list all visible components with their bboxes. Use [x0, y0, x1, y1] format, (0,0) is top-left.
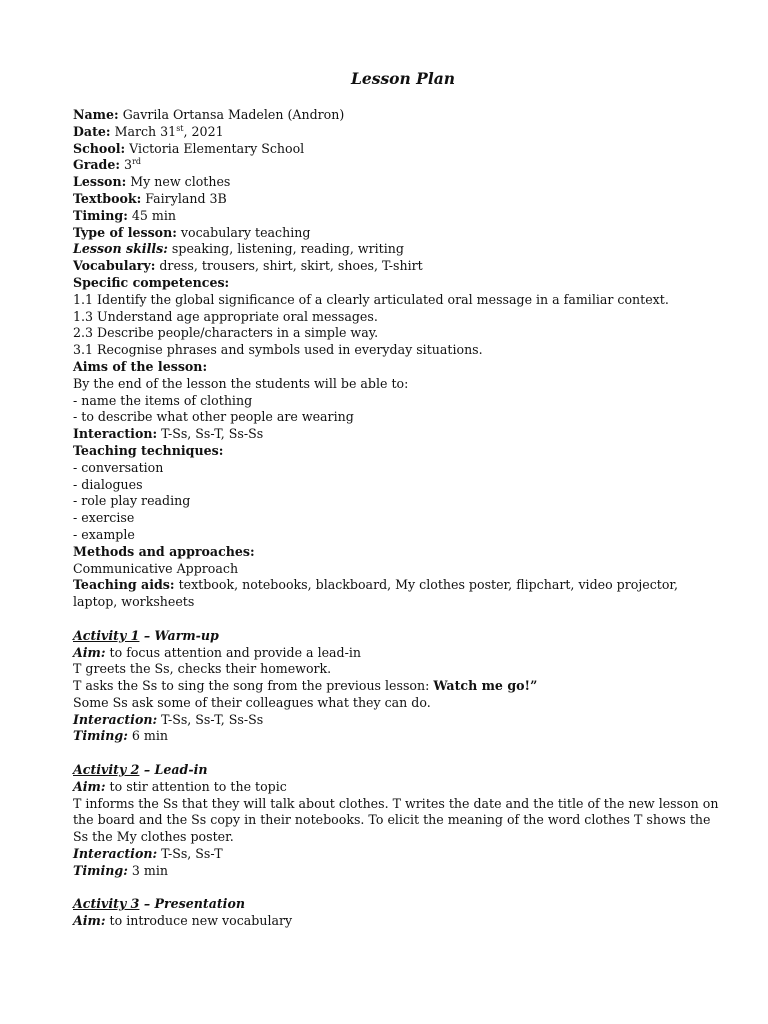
- aim-item: - name the items of clothing: [73, 392, 253, 408]
- competence-item: 1.1 Identify the global significance of a clearly articulated oral message in a familiar context.: [73, 291, 669, 307]
- name-label: Name:: [73, 107, 119, 122]
- vocabulary-value: dress, trousers, shirt, skirt, shoes, T-shirt: [159, 258, 423, 274]
- timing-row: [73, 208, 723, 225]
- aims-intro: By the end of the lesson the students will be able to:: [73, 375, 409, 391]
- activity-1-heading: [73, 628, 723, 645]
- textbook-value: Fairyland 3B: [145, 190, 227, 206]
- activity-3-subtitle: – Presentation: [139, 896, 246, 912]
- textbook-row: [73, 191, 723, 208]
- activity-1-aim: [73, 645, 723, 662]
- document-page: [73, 68, 723, 930]
- grade-suffix: rd: [132, 157, 142, 167]
- aim-label: Aim:: [73, 913, 106, 929]
- timing-label: Timing:: [73, 728, 128, 744]
- timing-value: 45 min: [131, 207, 177, 223]
- lesson-skills-value: speaking, listening, reading, writing: [171, 241, 404, 257]
- lesson-label: Lesson:: [73, 174, 127, 190]
- timing-value: 6 min: [131, 728, 169, 744]
- activity-1-interaction: [73, 712, 723, 729]
- competence-item: 3.1 Recognise phrases and symbols used in everyday situations.: [73, 342, 483, 358]
- school-row: [73, 141, 723, 158]
- date-suffix: st: [176, 123, 184, 133]
- lesson-skills-label: Lesson skills:: [73, 241, 168, 257]
- activity-2-timing: [73, 863, 723, 880]
- timing-label: Timing:: [73, 862, 128, 878]
- activity-2-interaction: [73, 846, 723, 863]
- spacer: [73, 880, 723, 897]
- aim-value: to focus attention and provide a lead-in: [109, 644, 362, 660]
- technique-item: - conversation: [73, 459, 164, 475]
- activity-1-number: Activity 1: [73, 627, 140, 643]
- lesson-value: My new clothes: [130, 174, 231, 190]
- techniques-heading: Teaching techniques:: [73, 442, 224, 458]
- activity-2-aim: [73, 779, 723, 796]
- vocabulary-row: [73, 258, 723, 275]
- technique-item: - role play reading: [73, 493, 191, 509]
- interaction-value: T-Ss, Ss-T: [161, 846, 223, 862]
- teaching-aids-label: Teaching aids:: [73, 577, 175, 593]
- teaching-aids-row: [73, 577, 723, 611]
- name-row: [73, 107, 723, 124]
- activity-2-paragraph: T informs the Ss that they will talk about clothes. T writes the date and the title of the new lesson on the board and the Ss copy in their notebooks. To elicit the meaning of the word clothes T shows the Ss the My clothes poster.: [73, 795, 719, 845]
- date-value: March 31: [114, 123, 177, 139]
- activity-2-number: Activity 2: [73, 762, 140, 778]
- interaction-value: T-Ss, Ss-T, Ss-Ss: [161, 426, 264, 442]
- date-row: [73, 124, 723, 141]
- methods-value: Communicative Approach: [73, 560, 239, 576]
- technique-item: - example: [73, 526, 135, 542]
- lesson-type-value: vocabulary teaching: [180, 224, 311, 240]
- grade-row: [73, 157, 723, 174]
- page-title: Lesson Plan: [350, 69, 456, 88]
- aim-label: Aim:: [73, 778, 106, 794]
- lesson-row: [73, 174, 723, 191]
- interaction-label: Interaction:: [73, 846, 158, 862]
- grade-label: Grade:: [73, 157, 121, 173]
- timing-value: 3 min: [131, 862, 169, 878]
- date-year: , 2021: [183, 123, 224, 139]
- vocabulary-label: Vocabulary:: [73, 258, 156, 274]
- school-value: Victoria Elementary School: [129, 140, 305, 156]
- aim-value: to stir attention to the topic: [109, 778, 287, 794]
- song-title: Watch me go!”: [433, 678, 538, 694]
- textbook-label: Textbook:: [73, 190, 142, 206]
- teaching-aids-value: textbook, notebooks, blackboard, My clothes poster, flipchart, video projector, laptop, worksheets: [73, 577, 679, 610]
- technique-item: - dialogues: [73, 476, 143, 492]
- activity-1-line: T greets the Ss, checks their homework.: [73, 661, 332, 677]
- timing-label: Timing:: [73, 207, 128, 223]
- activity-2-subtitle: – Lead-in: [139, 762, 208, 778]
- lesson-type-row: [73, 225, 723, 242]
- competences-heading: Specific competences:: [73, 274, 230, 290]
- activity-3-aim: [73, 913, 723, 930]
- interaction-row: [73, 426, 723, 443]
- spacer: [73, 611, 723, 628]
- aims-heading: Aims of the lesson:: [73, 358, 208, 374]
- school-label: School:: [73, 140, 126, 156]
- competence-item: 1.3 Understand age appropriate oral messages.: [73, 308, 378, 324]
- interaction-label: Interaction:: [73, 426, 158, 442]
- aim-item: - to describe what other people are wearing: [73, 409, 354, 425]
- name-value: Gavrila Ortansa Madelen (Andron): [122, 107, 345, 122]
- interaction-label: Interaction:: [73, 711, 158, 727]
- spacer: [73, 745, 723, 762]
- activity-1-song-line: [73, 678, 723, 695]
- date-label: Date:: [73, 123, 111, 139]
- aim-label: Aim:: [73, 644, 106, 660]
- lesson-skills-row: [73, 241, 723, 258]
- lesson-type-label: Type of lesson:: [73, 224, 177, 240]
- aim-value: to introduce new vocabulary: [109, 913, 293, 929]
- song-line-text: T asks the Ss to sing the song from the previous lesson:: [73, 678, 434, 694]
- interaction-value: T-Ss, Ss-T, Ss-Ss: [161, 711, 264, 727]
- methods-heading: Methods and approaches:: [73, 543, 255, 559]
- grade-value: 3: [124, 157, 133, 173]
- activity-3-number: Activity 3: [73, 896, 140, 912]
- activity-1-subtitle: – Warm-up: [139, 627, 219, 643]
- activity-3-heading: [73, 896, 723, 913]
- activity-1-timing: [73, 728, 723, 745]
- activity-2-heading: [73, 762, 723, 779]
- activity-1-line: Some Ss ask some of their colleagues what they can do.: [73, 694, 431, 710]
- technique-item: - exercise: [73, 510, 135, 526]
- competence-item: 2.3 Describe people/characters in a simple way.: [73, 325, 379, 341]
